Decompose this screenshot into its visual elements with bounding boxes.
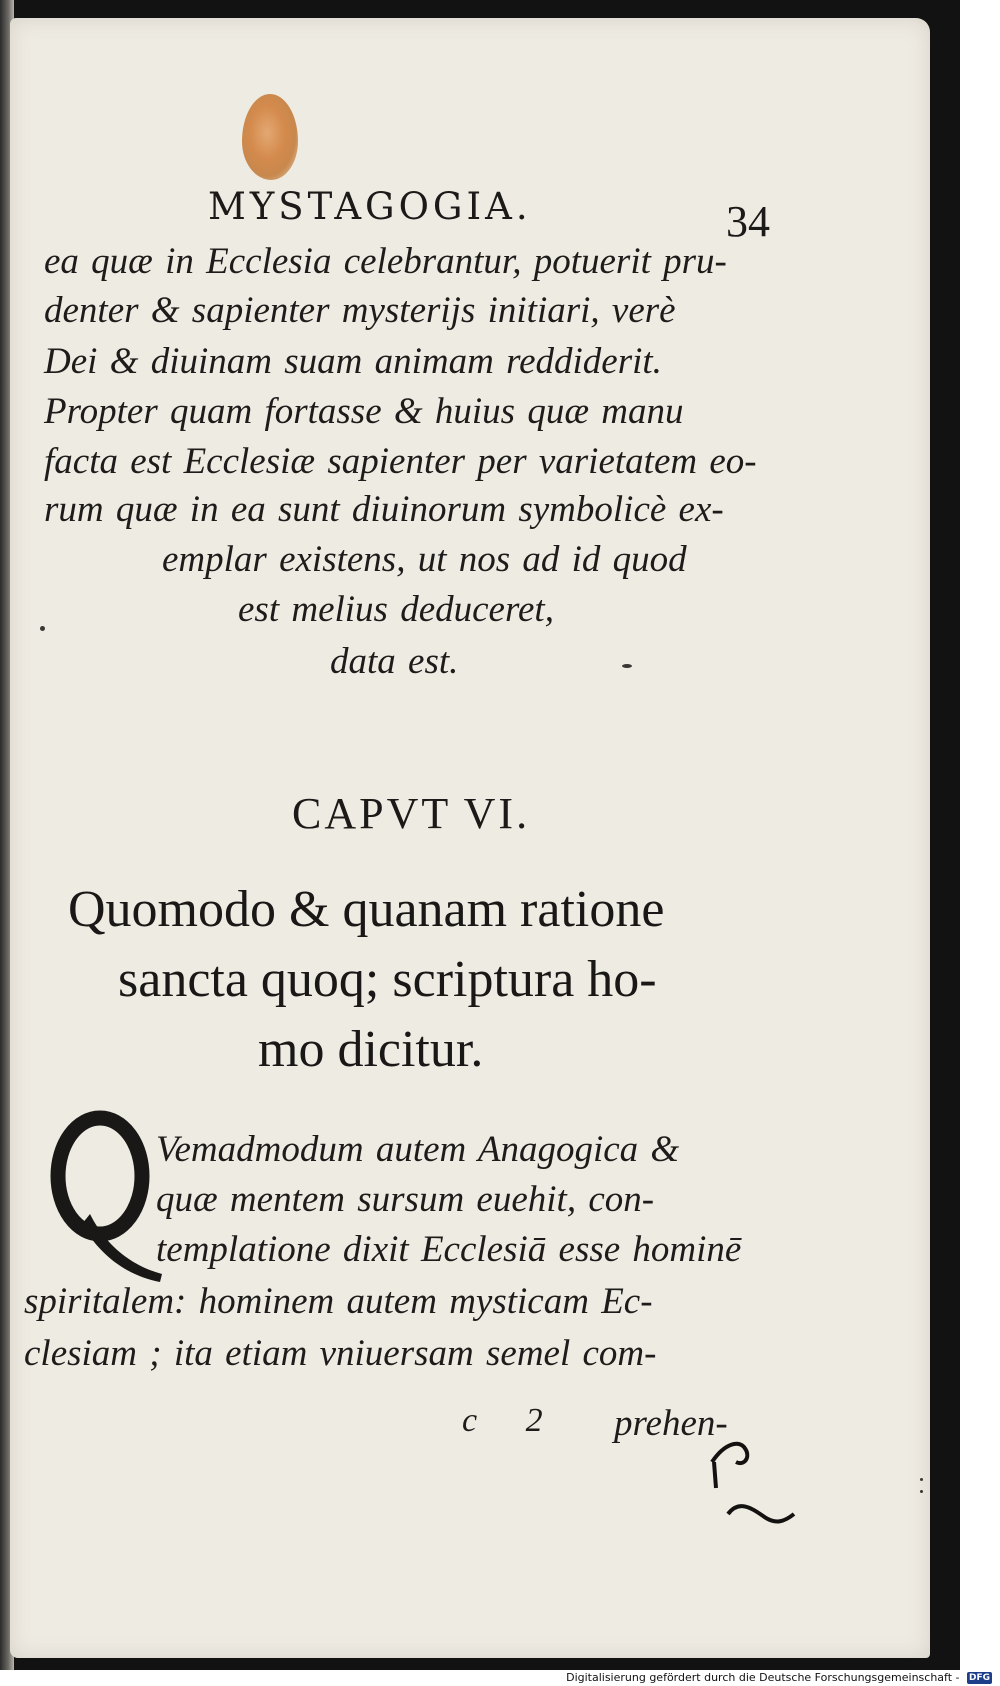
text-line: facta est Ecclesiæ sapienter per varietatem eo- <box>44 441 757 482</box>
running-head <box>208 185 532 228</box>
book-page <box>10 18 930 1658</box>
text-line: est melius deduceret, <box>238 589 554 630</box>
credit-text: Digitalisierung gefördert durch die Deutsche Forschungsgemeinschaft - <box>566 1671 960 1684</box>
text-line: emplar existens, ut nos ad id quod <box>162 539 687 580</box>
text-line: Propter quam fortasse & huius quæ manu <box>44 391 684 432</box>
ink-speck <box>40 626 45 631</box>
foxing-stain <box>242 94 298 180</box>
chapter-summary-line: sancta quoq; scriptura ho- <box>118 951 657 1008</box>
text-line <box>44 340 662 383</box>
text-line: clesiam ; ita etiam vniuersam semel com- <box>24 1333 657 1374</box>
chapter-summary-line: mo dicitur. <box>258 1021 484 1078</box>
text-line: data est. <box>330 641 459 682</box>
drop-cap-q-icon <box>44 1106 164 1286</box>
text-line: templatione dixit Ecclesiā esse hominē <box>156 1229 742 1270</box>
text-line-content: Dei & diuinam suam animam reddiderit. <box>44 341 662 382</box>
text-line: ea quæ in Ecclesia celebrantur, potuerit pru- <box>44 241 727 282</box>
text-line: spiritalem: hominem autem mysticam Ec- <box>24 1281 653 1322</box>
ink-speck <box>920 1490 923 1493</box>
signature-mark: c 2 <box>462 1402 563 1439</box>
pen-mark-icon <box>710 1418 810 1528</box>
digitization-credit <box>0 1670 992 1686</box>
chapter-heading: CAPVT VI. <box>292 789 531 838</box>
catchword: prehen- <box>614 1403 728 1444</box>
chapter-summary-line: Quomodo & quanam ratione <box>68 881 665 938</box>
page-number: 34 <box>726 197 770 246</box>
ink-speck <box>920 1478 923 1481</box>
text-line: Vemadmodum autem Anagogica & <box>156 1129 680 1170</box>
text-line: rum quæ in ea sunt diuinorum symbolicè ex- <box>44 489 724 530</box>
text-line: quæ mentem sursum euehit, con- <box>156 1179 655 1220</box>
ink-speck <box>622 664 632 668</box>
text-line: denter & sapienter mysterijs initiari, verè <box>44 290 676 331</box>
dfg-logo-icon: DFG <box>968 1673 990 1683</box>
running-head-text: MYSTAGOGIA. <box>208 185 532 228</box>
